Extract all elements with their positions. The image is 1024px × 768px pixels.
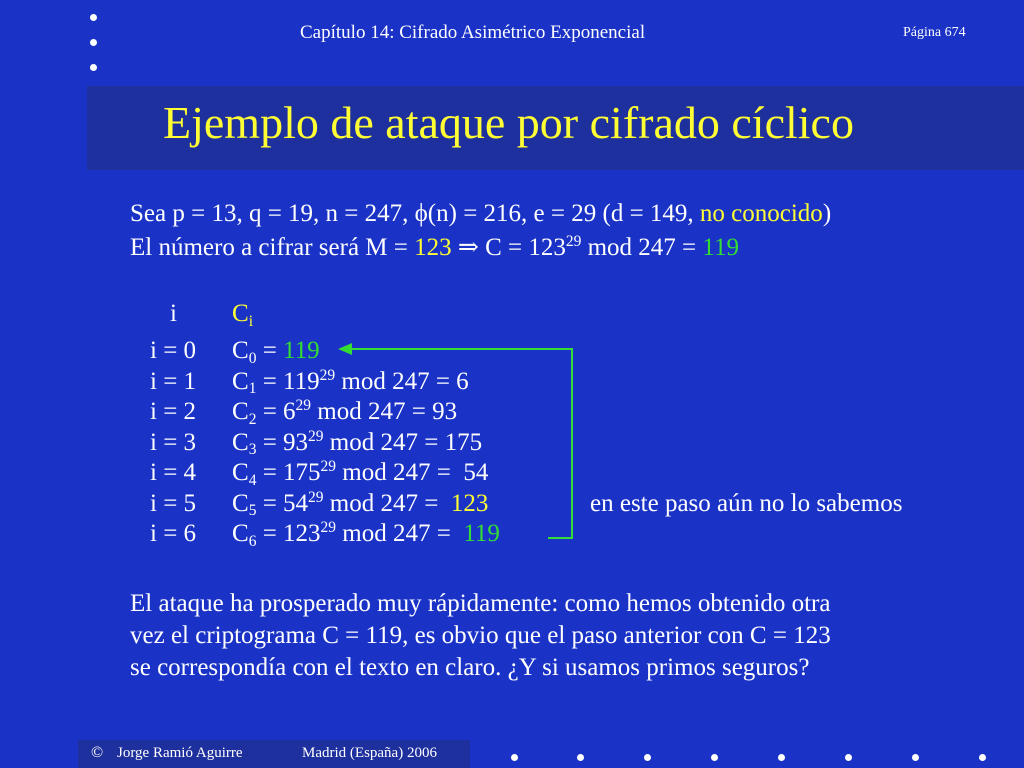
formula-exp: 29: [308, 488, 324, 506]
formula-sub: 2: [248, 410, 257, 428]
formula-c: C: [232, 459, 249, 486]
formula-eq: =: [256, 459, 284, 486]
formula-eq: =: [256, 428, 284, 456]
intro-cipher-mod: mod 247 =: [581, 234, 703, 261]
table-row-index: i = 3: [150, 428, 197, 456]
cycle-arrow-head: [338, 343, 352, 355]
formula-base: 175: [283, 459, 321, 486]
conclusion-line-3: se correspondía con el texto en claro. ¿Y si usamos primos seguros?: [130, 654, 810, 681]
formula-sub: 3: [248, 441, 257, 459]
formula-sub: 1: [248, 380, 257, 398]
table-header-i: i: [170, 300, 177, 327]
formula-sub: 6: [248, 532, 257, 550]
conclusion-line-2: vez el criptograma C = 119, es obvio que el paso anterior con C = 123: [130, 622, 831, 649]
formula-exp: 29: [295, 397, 312, 415]
intro-cipher-result: 119: [702, 234, 739, 261]
formula-mod: mod 247 =: [336, 459, 464, 486]
formula-base: 119: [283, 367, 320, 395]
cycle-arrow-line: [350, 349, 572, 538]
intro-params: Sea p = 13, q = 19, n = 247, ϕ(n) = 216, e = 29 (d = 149,: [130, 200, 700, 227]
formula-result: 93: [432, 398, 458, 425]
formula-exp: 29: [320, 519, 337, 537]
formula-sub: 4: [248, 471, 257, 489]
formula-sub: 5: [248, 502, 257, 520]
intro-paren: ): [822, 200, 832, 227]
formula-eq: =: [256, 398, 284, 425]
formula-result: 123: [450, 489, 489, 517]
formula-c: C: [232, 337, 249, 364]
formula-c: C: [232, 520, 249, 547]
footer-author: Jorge Ramió Aguirre: [117, 745, 243, 761]
formula-mod: mod 247 =: [336, 520, 464, 547]
formula-c: C: [232, 367, 249, 395]
formula-c: C: [232, 398, 249, 425]
intro-cipher-base: ⇒ C = 123: [451, 234, 566, 261]
intro-unknown: no conocido: [699, 200, 823, 227]
copyright-symbol: ©: [91, 744, 104, 761]
formula-eq: =: [256, 520, 284, 547]
formula-exp: 29: [319, 366, 336, 384]
formula-result: 54: [463, 459, 489, 486]
formula-base: 93: [283, 428, 309, 456]
formula-mod: mod 247 =: [335, 367, 457, 395]
table-header-c-sub: i: [248, 312, 253, 330]
formula-base: 123: [283, 520, 321, 547]
formula-exp: 29: [320, 458, 337, 476]
formula-exp: 29: [308, 427, 324, 445]
table-row-index: i = 5: [150, 489, 197, 517]
page-number: Página 674: [903, 25, 966, 40]
step-note: en este paso aún no lo sabemos: [590, 490, 903, 517]
formula-mod: mod 247 =: [323, 489, 451, 517]
chapter-title: Capítulo 14: Cifrado Asimétrico Exponencial: [300, 22, 646, 43]
formula-eq: =: [256, 367, 284, 395]
table-row-index: i = 1: [150, 367, 197, 395]
intro-message-label: El número a cifrar será M =: [130, 234, 415, 261]
formula-result: 119: [463, 520, 500, 547]
slide-title: Ejemplo de ataque por cifrado cíclico: [163, 97, 854, 148]
formula-result: 175: [444, 428, 483, 456]
formula-result: 119: [283, 337, 320, 364]
table-row-index: i = 0: [150, 337, 197, 364]
formula-eq: =: [256, 337, 284, 364]
formula-result: 6: [456, 367, 469, 395]
table-row-index: i = 4: [150, 459, 197, 486]
table-header-c-letter: C: [232, 300, 249, 327]
footer-place: Madrid (España) 2006: [302, 745, 437, 761]
intro-cipher-exp: 29: [565, 233, 582, 251]
formula-c: C: [232, 428, 249, 456]
formula-base: 6: [283, 398, 296, 425]
formula-mod: mod 247 =: [311, 398, 433, 425]
formula-sub: 0: [248, 349, 257, 367]
intro-message-value: 123: [414, 234, 452, 261]
formula-eq: =: [256, 489, 284, 517]
table-row-index: i = 6: [150, 520, 197, 547]
conclusion-line-1: El ataque ha prosperado muy rápidamente: como hemos obtenido otra: [130, 590, 831, 617]
formula-mod: mod 247 =: [323, 428, 445, 456]
table-row-index: i = 2: [150, 398, 197, 425]
formula-base: 54: [283, 489, 309, 517]
formula-c: C: [232, 489, 249, 517]
